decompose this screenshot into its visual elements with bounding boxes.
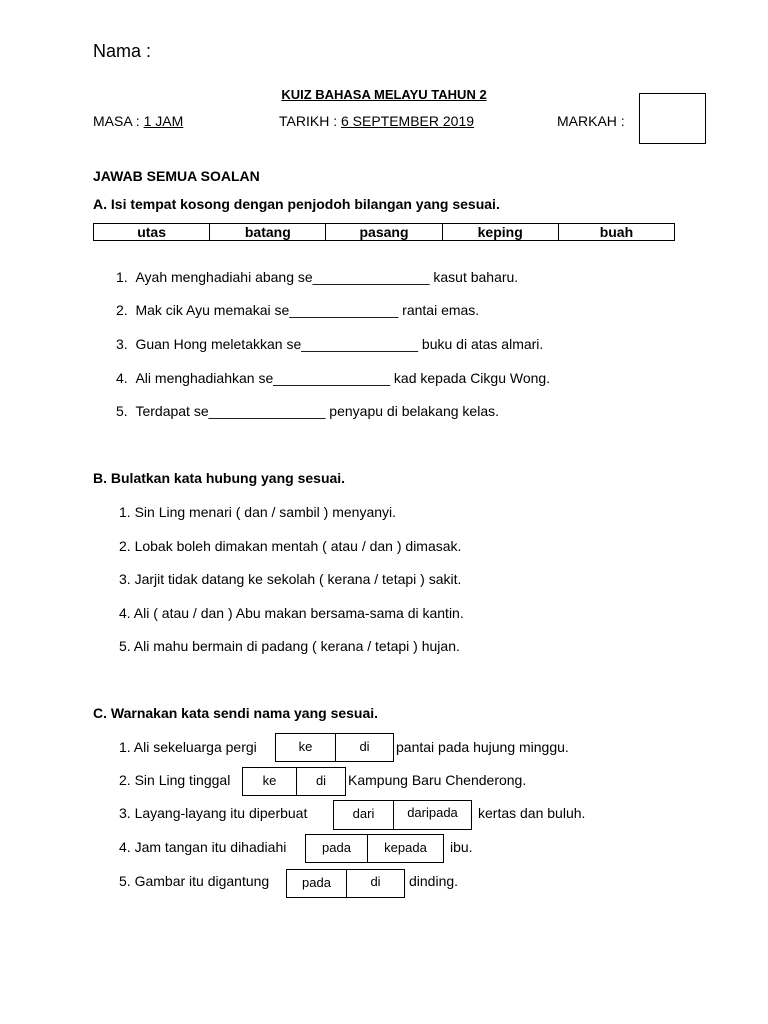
option-di[interactable]: di xyxy=(346,870,404,897)
question-text: Ali menghadiahkan se_______________ kad kepada Cikgu Wong. xyxy=(135,370,551,386)
time-value: 1 JAM xyxy=(143,113,184,129)
section-a-question-2 xyxy=(116,302,479,318)
section-b-question-3: 3. Jarjit tidak datang ke sekolah ( kerana / tetapi ) sakit. xyxy=(119,571,462,587)
section-b-question-4: 4. Ali ( atau / dan ) Abu makan bersama-sama di kantin. xyxy=(119,605,464,621)
date-label: TARIKH : xyxy=(279,113,341,129)
section-b-question-1: 1. Sin Ling menari ( dan / sambil ) menyanyi. xyxy=(119,504,397,520)
option-pair-4 xyxy=(305,834,444,863)
time-label: MASA : xyxy=(93,113,144,129)
section-a-question-1 xyxy=(116,269,518,285)
section-a-heading: A. Isi tempat kosong dengan penjodoh bilangan yang sesuai. xyxy=(93,196,500,212)
section-c-question-3-before: 3. Layang-layang itu diperbuat xyxy=(119,805,308,821)
section-c-question-2-after: Kampung Baru Chenderong. xyxy=(348,772,527,788)
name-label: Nama : xyxy=(93,41,152,61)
word-bank-cell: buah xyxy=(558,224,674,240)
section-c-question-5-before: 5. Gambar itu digantung xyxy=(119,873,270,889)
marks-box[interactable] xyxy=(639,93,706,144)
section-c-question-1-before: 1. Ali sekeluarga pergi xyxy=(119,739,257,755)
question-number: 3. xyxy=(116,336,128,352)
section-b-question-5: 5. Ali mahu bermain di padang ( kerana / tetapi ) hujan. xyxy=(119,638,460,654)
option-di[interactable]: di xyxy=(335,734,393,761)
section-c-question-1-after: pantai pada hujung minggu. xyxy=(396,739,569,755)
option-pair-2 xyxy=(242,767,346,796)
section-c-question-5-after: dinding. xyxy=(409,873,459,889)
date-field xyxy=(279,113,474,129)
question-text: Guan Hong meletakkan se_______________ buku di atas almari. xyxy=(135,336,544,352)
time-field xyxy=(93,113,183,129)
section-c-question-4-after: ibu. xyxy=(450,839,473,855)
question-text: Terdapat se_______________ penyapu di belakang kelas. xyxy=(135,403,499,419)
word-bank-cell: batang xyxy=(209,224,325,240)
word-bank-cell: keping xyxy=(442,224,558,240)
date-value: 6 SEPTEMBER 2019 xyxy=(340,113,475,129)
option-pair-5 xyxy=(286,869,405,898)
word-bank xyxy=(93,223,675,241)
option-ke[interactable]: ke xyxy=(262,773,277,788)
section-a-question-4 xyxy=(116,370,550,386)
section-c-question-2-before: 2. Sin Ling tinggal xyxy=(119,772,231,788)
option-pada[interactable]: pada xyxy=(302,875,331,890)
option-daripada[interactable]: daripada xyxy=(393,801,471,829)
question-number: 2. xyxy=(116,302,128,318)
word-bank-cell: utas xyxy=(137,224,166,240)
option-ke[interactable]: ke xyxy=(298,739,313,754)
page-title: KUIZ BAHASA MELAYU TAHUN 2 xyxy=(281,87,487,102)
section-a-question-3 xyxy=(116,336,543,352)
option-pair-3 xyxy=(333,800,472,830)
section-b-heading: B. Bulatkan kata hubung yang sesuai. xyxy=(93,470,346,486)
section-b-question-2: 2. Lobak boleh dimakan mentah ( atau / dan ) dimasak. xyxy=(119,538,462,554)
option-dari[interactable]: dari xyxy=(352,806,375,821)
section-c-question-3-after: kertas dan buluh. xyxy=(478,805,586,821)
question-number: 4. xyxy=(116,370,128,386)
question-text: Ayah menghadiahi abang se_______________ kasut baharu. xyxy=(135,269,519,285)
question-number: 1. xyxy=(116,269,128,285)
question-number: 5. xyxy=(116,403,128,419)
option-pair-1 xyxy=(275,733,394,762)
section-c-heading: C. Warnakan kata sendi nama yang sesuai. xyxy=(93,705,379,721)
option-di[interactable]: di xyxy=(296,768,345,795)
word-bank-cell: pasang xyxy=(325,224,441,240)
question-text: Mak cik Ayu memakai se______________ rantai emas. xyxy=(135,302,480,318)
section-c-question-4-before: 4. Jam tangan itu dihadiahi xyxy=(119,839,287,855)
option-pada[interactable]: pada xyxy=(322,840,351,855)
option-kepada[interactable]: kepada xyxy=(367,835,443,862)
section-a-question-5 xyxy=(116,403,499,419)
instruction-heading: JAWAB SEMUA SOALAN xyxy=(93,168,260,184)
marks-label: MARKAH : xyxy=(557,113,625,129)
